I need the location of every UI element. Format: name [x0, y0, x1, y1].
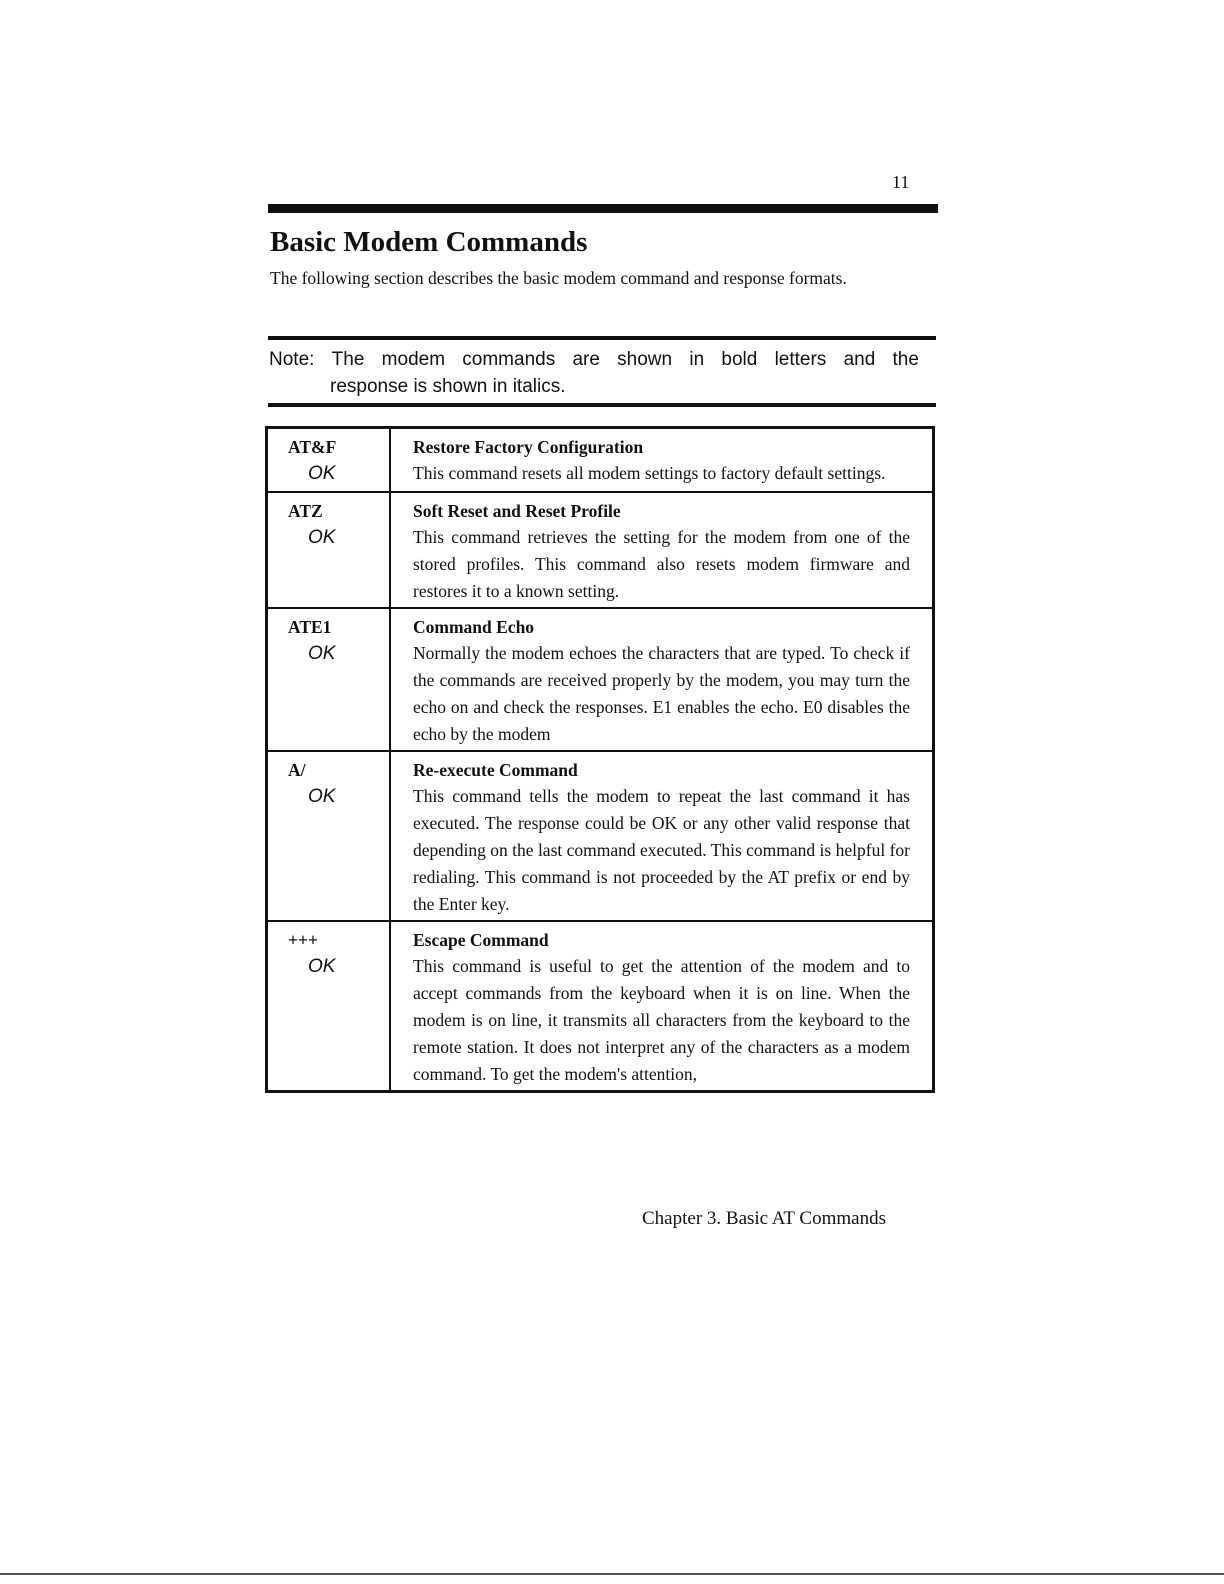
chapter-footer: Chapter 3. Basic AT Commands [642, 1208, 886, 1229]
command-code: ATE1 [288, 617, 332, 637]
command-description: This command retrieves the setting for the modem from one of the stored profiles. This command also resets modem firmware and restores it to a known setting. [413, 527, 910, 601]
description-cell [390, 608, 934, 751]
note-word: are [572, 349, 600, 370]
note-word: in [689, 349, 705, 370]
command-description: This command resets all modem settings to factory default settings. [413, 463, 886, 483]
note-word: letters [774, 349, 827, 370]
command-description: Normally the modem echoes the characters that are typed. To check if the commands are received properly by the modem, you may turn the echo on and check the responses. E1 enables the echo. E0 disables the echo by the modem [413, 643, 910, 744]
intro-paragraph: The following section describes the basic modem command and response formats. [270, 268, 847, 288]
note-word: the [892, 349, 919, 370]
note-line-1 [269, 346, 919, 373]
description-cell [390, 492, 934, 608]
command-heading: Re-execute Command [413, 760, 578, 780]
note-block [269, 346, 919, 400]
command-response: OK [308, 956, 336, 977]
command-response: OK [308, 643, 336, 664]
description-cell [390, 921, 934, 1092]
table-row [267, 608, 934, 751]
note-line-2: response is shown in italics. [330, 376, 566, 397]
note-rule-top [268, 336, 936, 340]
command-cell [267, 608, 391, 751]
page-number: 11 [892, 172, 910, 192]
scan-edge-line [0, 1573, 1224, 1575]
table-row [267, 921, 934, 1092]
note-word: commands [462, 349, 556, 370]
command-code: ATZ [288, 501, 323, 521]
table-row [267, 428, 934, 493]
header-rule [268, 204, 938, 213]
command-description: This command is useful to get the attention of the modem and to accept commands from the keyboard when it is on line. When the modem is on line, it transmits all characters from the keyboard to the remote station. It does not interpret any of the characters as a modem command. To get the modem's attention, [413, 956, 910, 1084]
note-word: shown [617, 349, 673, 370]
description-cell [390, 428, 934, 493]
command-heading: Restore Factory Configuration [413, 437, 644, 457]
section-title: Basic Modem Commands [270, 226, 588, 258]
command-response: OK [308, 786, 336, 807]
command-cell [267, 751, 391, 921]
command-code: A/ [288, 760, 306, 780]
command-cell [267, 492, 391, 608]
description-cell [390, 751, 934, 921]
command-heading: Command Echo [413, 617, 535, 637]
note-rule-bottom [268, 403, 936, 407]
note-word: and [843, 349, 876, 370]
note-word: modem [381, 349, 446, 370]
table-row [267, 492, 934, 608]
table-row [267, 751, 934, 921]
command-table [265, 426, 935, 1093]
note-word: bold [721, 349, 758, 370]
command-cell [267, 921, 391, 1092]
note-word: The [331, 349, 365, 370]
command-code: AT&F [288, 437, 337, 457]
command-heading: Escape Command [413, 930, 549, 950]
command-description: This command tells the modem to repeat the last command it has executed. The response could be OK or any other valid response that depending on the last command executed. This command is helpful for redialing. This command is not proceeded by the AT prefix or end by the Enter key. [413, 786, 910, 914]
note-word: Note: [269, 349, 315, 370]
command-cell [267, 428, 391, 493]
command-code: +++ [288, 930, 318, 950]
command-response: OK [308, 463, 336, 484]
command-heading: Soft Reset and Reset Profile [413, 501, 621, 521]
command-response: OK [308, 527, 336, 548]
